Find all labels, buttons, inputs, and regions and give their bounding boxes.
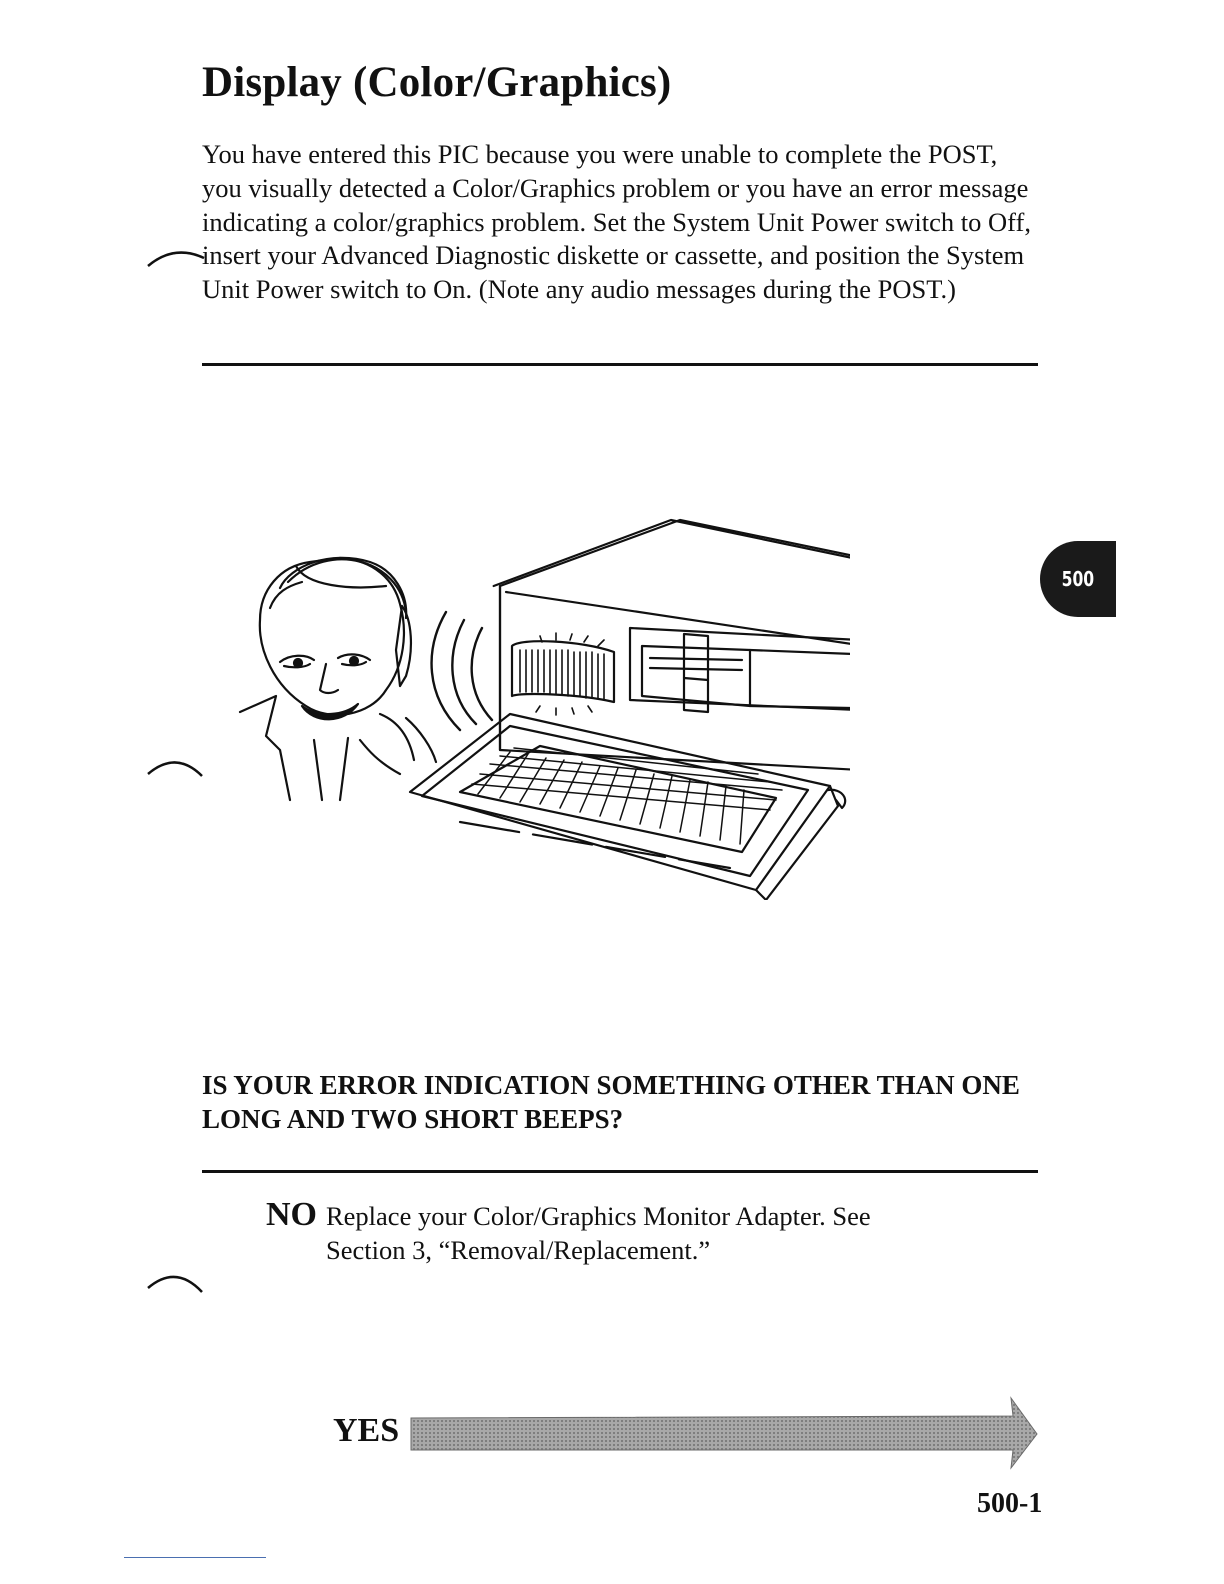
person-icon [240,558,436,800]
divider-bottom [202,1170,1038,1173]
answer-yes [333,1396,1043,1472]
footer-line [124,1557,266,1558]
system-unit-icon [494,520,850,770]
section-tab-label: 500 [1061,567,1095,591]
question-text: IS YOUR ERROR INDICATION SOMETHING OTHER THAN ONE LONG AND TWO SHORT BEEPS? [202,1070,1020,1134]
no-label: NO [266,1196,317,1233]
page-number: 500-1 [977,1488,1043,1519]
divider-top [202,363,1038,366]
intro-paragraph: You have entered this PIC because you were unable to complete the POST, you visually detected a Color/Graphics problem or you have an error message indicating a color/graphics problem. Set the System Unit Power switch to Off, insert your Advanced Diagnostic diskette or cassette, and position the System Unit Power switch to On. (Note any audio messages during the POST.) [202,139,1031,305]
answer-no [266,1196,1026,1267]
right-arrow-icon [409,1396,1041,1472]
margin-arc-icon [146,752,206,780]
yes-label: YES [333,1412,400,1449]
sound-waves-icon [432,612,492,730]
margin-arc-icon [146,1266,206,1296]
keyboard-icon [410,714,845,900]
person-listening-to-computer-beeps-illustration [210,500,850,900]
page-title: Display (Color/Graphics) [202,59,672,106]
margin-arc-icon [146,244,206,268]
no-instruction-line1: Replace your Color/Graphics Monitor Adapter. See [326,1201,871,1231]
no-instruction-line2: Section 3, “Removal/Replacement.” [326,1235,711,1265]
section-tab-badge [1040,541,1116,617]
